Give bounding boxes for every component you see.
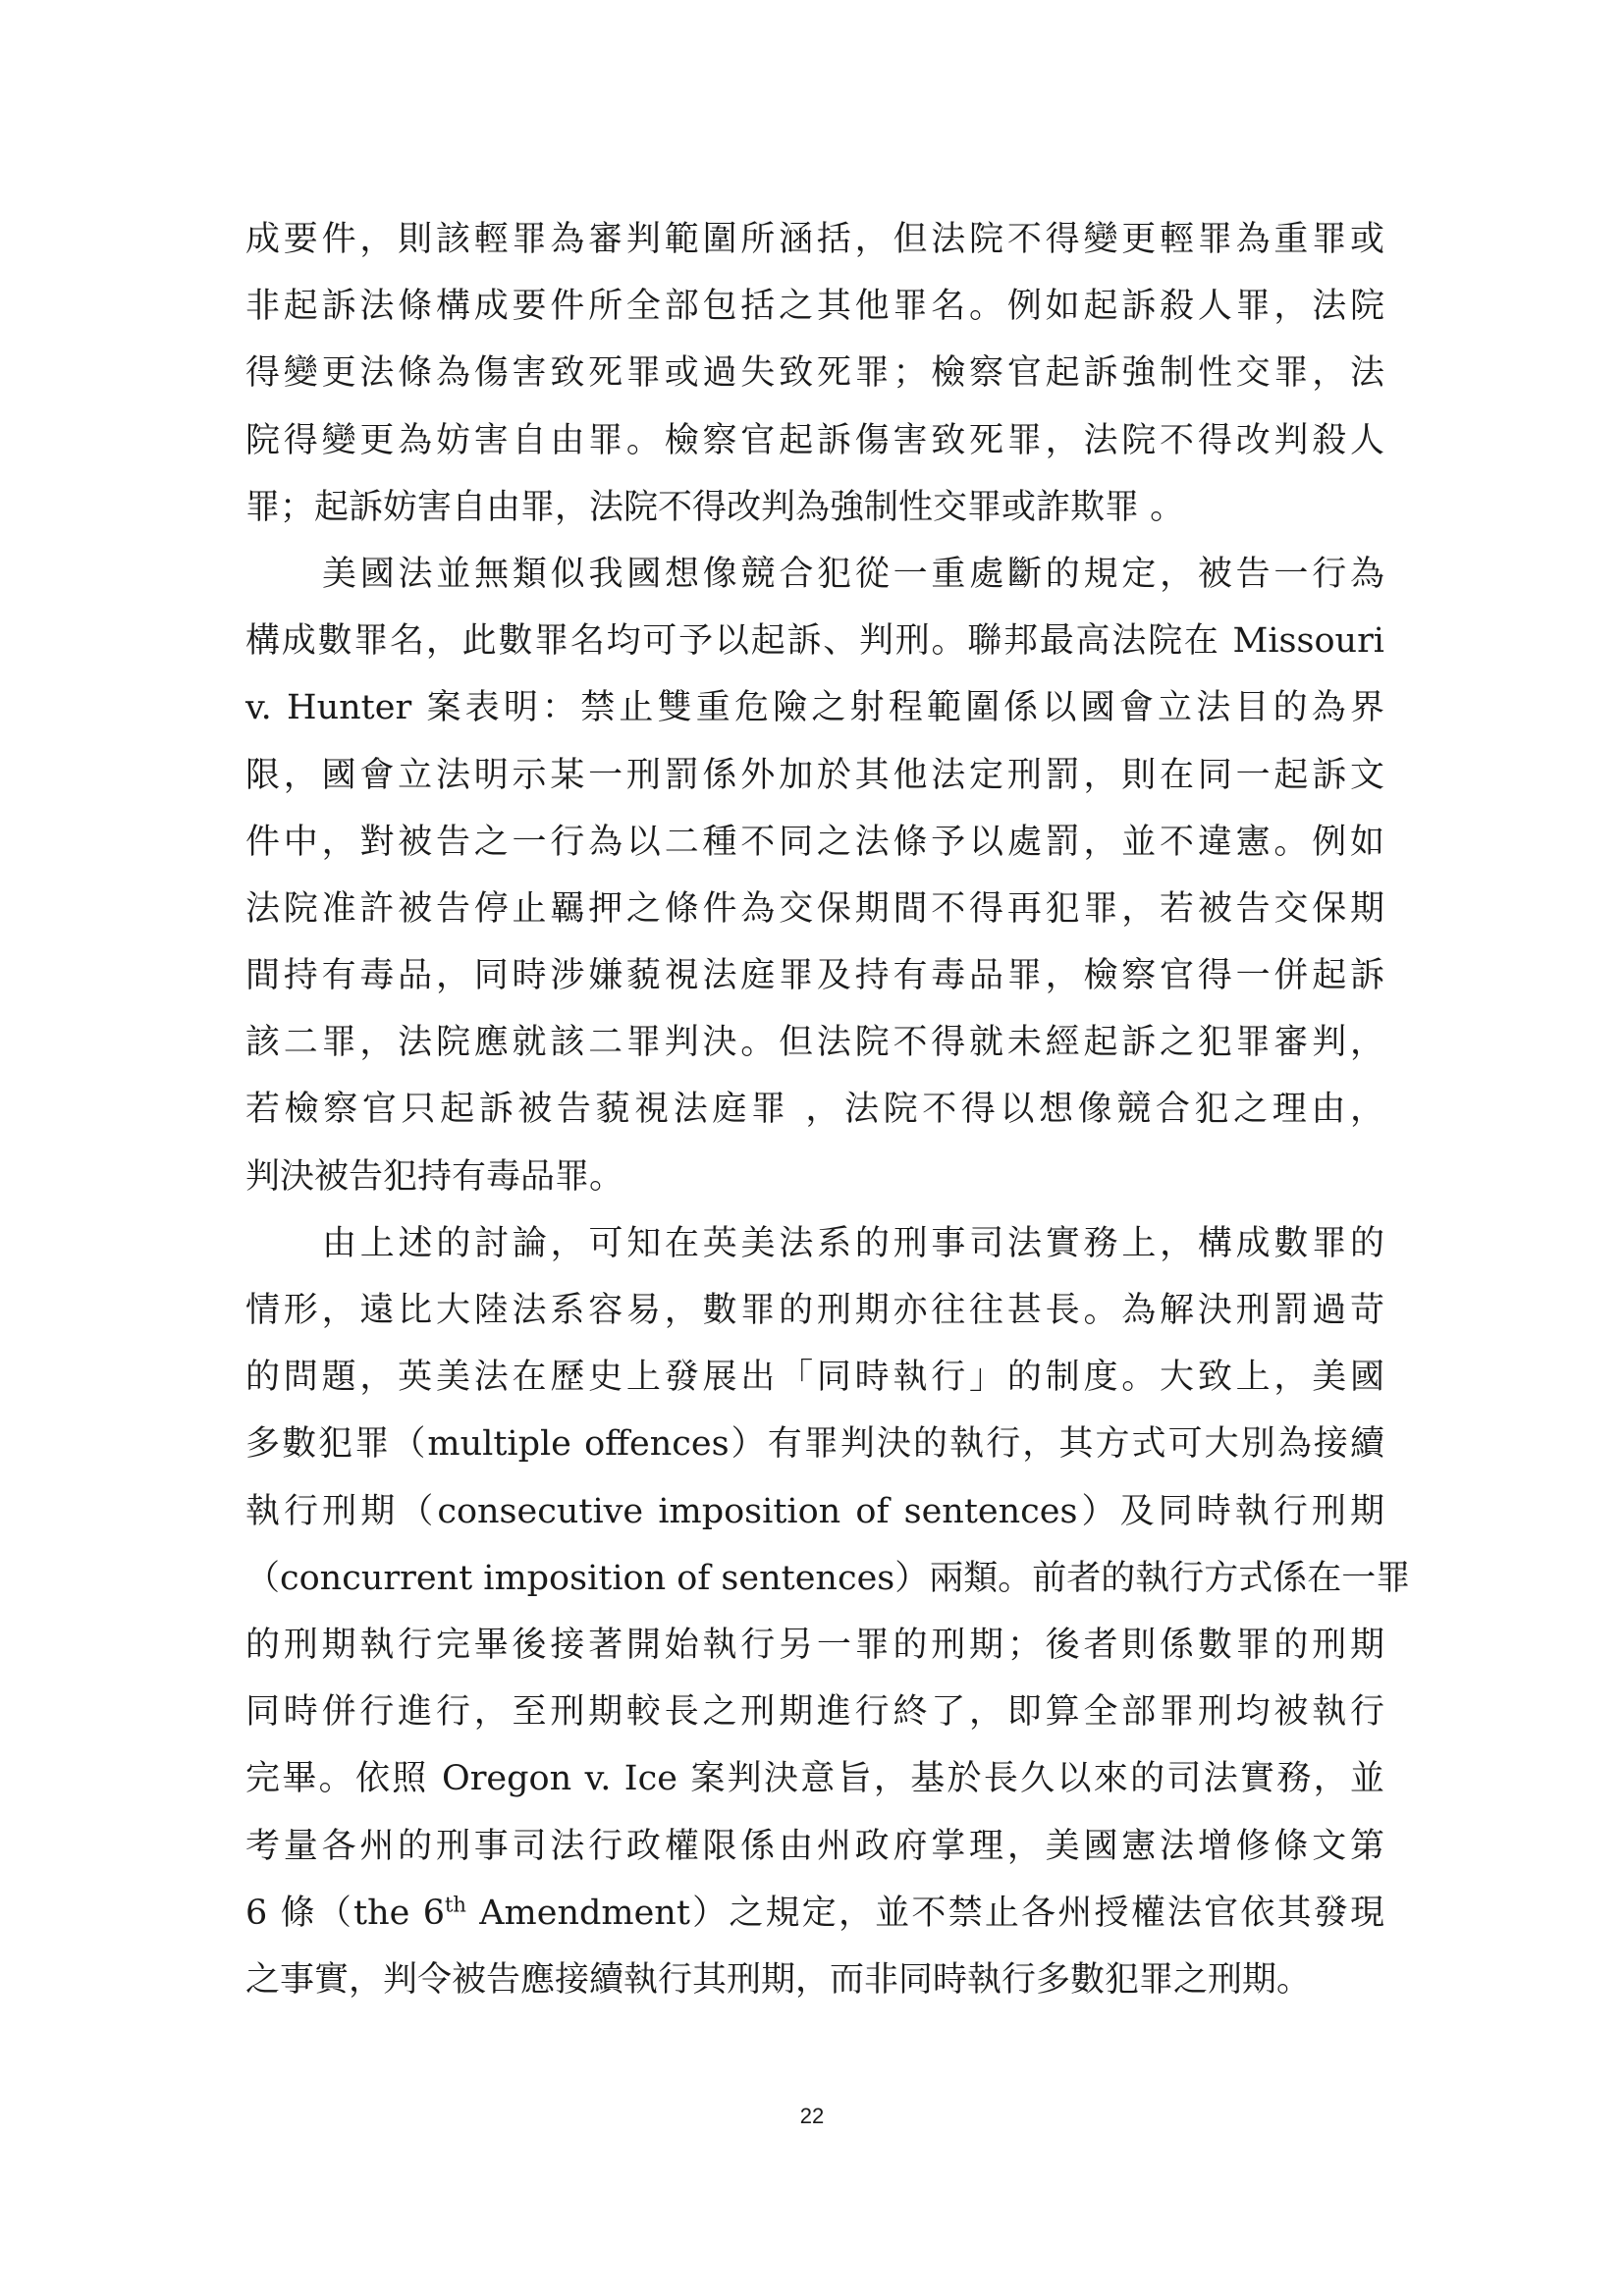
text-line: 判決被告犯持有毒品罪。 bbox=[245, 1156, 624, 1197]
text-line: 構成數罪名，此數罪名均可予以起訴、判刑。聯邦最高法院在 Missouri bbox=[245, 621, 1384, 662]
ordinal-superscript: th bbox=[444, 1893, 466, 1917]
paragraph-2 bbox=[245, 541, 1384, 1210]
text-line: 間持有毒品，同時涉嫌藐視法庭罪及持有毒品罪，檢察官得一併起訴 bbox=[245, 956, 1384, 996]
text-line: 之事實，判令被告應接續執行其刑期，而非同時執行多數犯罪之刑期。 bbox=[245, 1959, 1312, 2000]
paragraph-3 bbox=[245, 1210, 1411, 2013]
text-line: 的刑期執行完畢後接著開始執行另一罪的刑期；後者則係數罪的刑期 bbox=[245, 1625, 1384, 1665]
text-line: 同時併行進行，至刑期較長之刑期進行終了，即算全部罪刑均被執行 bbox=[245, 1692, 1384, 1733]
text-line: （concurrent imposition of sentences）兩類。前者的執行方式係在一罪 bbox=[245, 1558, 1411, 1598]
amendment-text-after: Amendment）之規定，並不禁止各州授權法官依其發現 bbox=[465, 1893, 1384, 1933]
text-line: 執行刑期（consecutive imposition of sentences）及同時執行刑期 bbox=[245, 1491, 1384, 1531]
paragraph-1 bbox=[245, 206, 1384, 541]
text-line: 成要件，則該輕罪為審判範圍所涵括，但法院不得變更輕罪為重罪或 bbox=[245, 220, 1384, 259]
text-line: 的問題，英美法在歷史上發展出「同時執行」的制度。大致上，美國 bbox=[245, 1358, 1384, 1398]
text-line: 若檢察官只起訴被告藐視法庭罪 ，法院不得以想像競合犯之理由， bbox=[245, 1090, 1384, 1130]
text-line: 多數犯罪（multiple offences）有罪判決的執行，其方式可大別為接續 bbox=[245, 1424, 1384, 1465]
text-line: 考量各州的刑事司法行政權限係由州政府掌理，美國憲法增修條文第 bbox=[245, 1826, 1384, 1866]
text-line: 罪；起訴妨害自由罪，法院不得改判為強制性交罪或詐欺罪 。 bbox=[245, 487, 1185, 527]
text-line: 非起訴法條構成要件所全部包括之其他罪名。例如起訴殺人罪，法院 bbox=[245, 287, 1384, 327]
text-line: 院得變更為妨害自由罪。檢察官起訴傷害致死罪，法院不得改判殺人 bbox=[245, 420, 1384, 460]
text-line: 完畢。依照 Oregon v. Ice 案判決意旨，基於長久以來的司法實務，並 bbox=[245, 1759, 1384, 1799]
text-line-amendment bbox=[245, 1880, 1384, 1947]
page-number: 22 bbox=[799, 2104, 825, 2128]
text-line: 情形，遠比大陸法系容易，數罪的刑期亦往往甚長。為解決刑罰過苛 bbox=[245, 1291, 1384, 1330]
text-line: 法院准許被告停止羈押之條件為交保期間不得再犯罪，若被告交保期 bbox=[245, 888, 1384, 929]
text-line: 件中，對被告之一行為以二種不同之法條予以處罰，並不違憲。例如 bbox=[245, 822, 1384, 862]
text-line: 美國法並無類似我國想像競合犯從一重處斷的規定，被告一行為 bbox=[322, 554, 1384, 594]
text-line: 限，國會立法明示某一刑罰係外加於其他法定刑罰，則在同一起訴文 bbox=[245, 755, 1384, 795]
body-text bbox=[245, 206, 1411, 2013]
text-line: 該二罪，法院應就該二罪判決。但法院不得就未經起訴之犯罪審判， bbox=[245, 1023, 1384, 1063]
text-line: 由上述的討論，可知在英美法系的刑事司法實務上，構成數罪的 bbox=[322, 1223, 1384, 1263]
amendment-text-before: 6 條（the 6 bbox=[245, 1893, 445, 1933]
text-line: 得變更法條為傷害致死罪或過失致死罪；檢察官起訴強制性交罪，法 bbox=[245, 353, 1384, 394]
text-line: v. Hunter 案表明：禁止雙重危險之射程範圍係以國會立法目的為界 bbox=[245, 688, 1384, 728]
